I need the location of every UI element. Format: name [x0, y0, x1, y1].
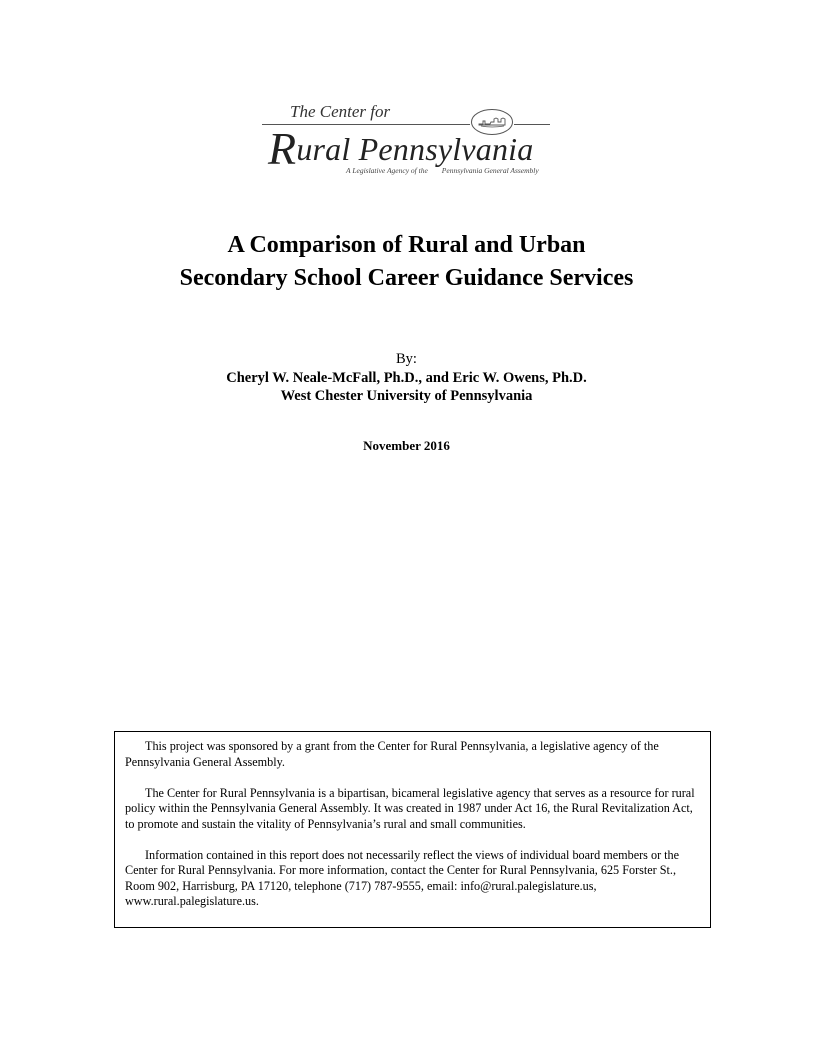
report-title-line-1: A Comparison of Rural and Urban [227, 232, 586, 258]
notice-paragraph-disclaimer-contact: Information contained in this report does not necessarily reflect the views of individual board members or the Center for Rural Pennsylvania. For more information, contact the Center for Rural Pennsylvania, 625 Forster St., Room 902, Harrisburg, PA 17120, telephone (717) 787-9555, email: info@rural.palegislature.us, www.rural.palegislature.us. [125, 847, 680, 908]
by-label: By: [396, 351, 417, 367]
logo-sub-left: A Legislative Agency of the [346, 166, 428, 175]
logo-sub-right: Pennsylvania General Assembly [441, 166, 539, 175]
logo-top-text: The Center for [290, 102, 391, 121]
sponsorship-notice-box [114, 731, 711, 928]
authors: Cheryl W. Neale-McFall, Ph.D., and Eric W. Owens, Ph.D. [226, 370, 587, 386]
notice-paragraph-about-center: The Center for Rural Pennsylvania is a bipartisan, bicameral legislative agency that serves as a resource for rural policy within the Pennsylvania General Assembly. It was created in 1987 under Act 16, the Rural Revitalization Act, to promote and sustain the vitality of Pennsylvania’s rural and small communities. [125, 785, 695, 831]
report-title-line-2: Secondary School Career Guidance Services [179, 265, 634, 291]
center-for-rural-pennsylvania-logo [262, 102, 552, 182]
logo-main-rest: ural Pennsylvania [296, 131, 534, 167]
logo-initial: R [268, 123, 297, 174]
publication-date: November 2016 [363, 438, 450, 453]
logo-rule-right [514, 124, 550, 125]
logo-sub-text [346, 166, 539, 175]
notice-paragraph-sponsorship: This project was sponsored by a grant from the Center for Rural Pennsylvania, a legislative agency of the Pennsylvania General Assembly. [125, 739, 659, 769]
affiliation: West Chester University of Pennsylvania [280, 388, 533, 404]
